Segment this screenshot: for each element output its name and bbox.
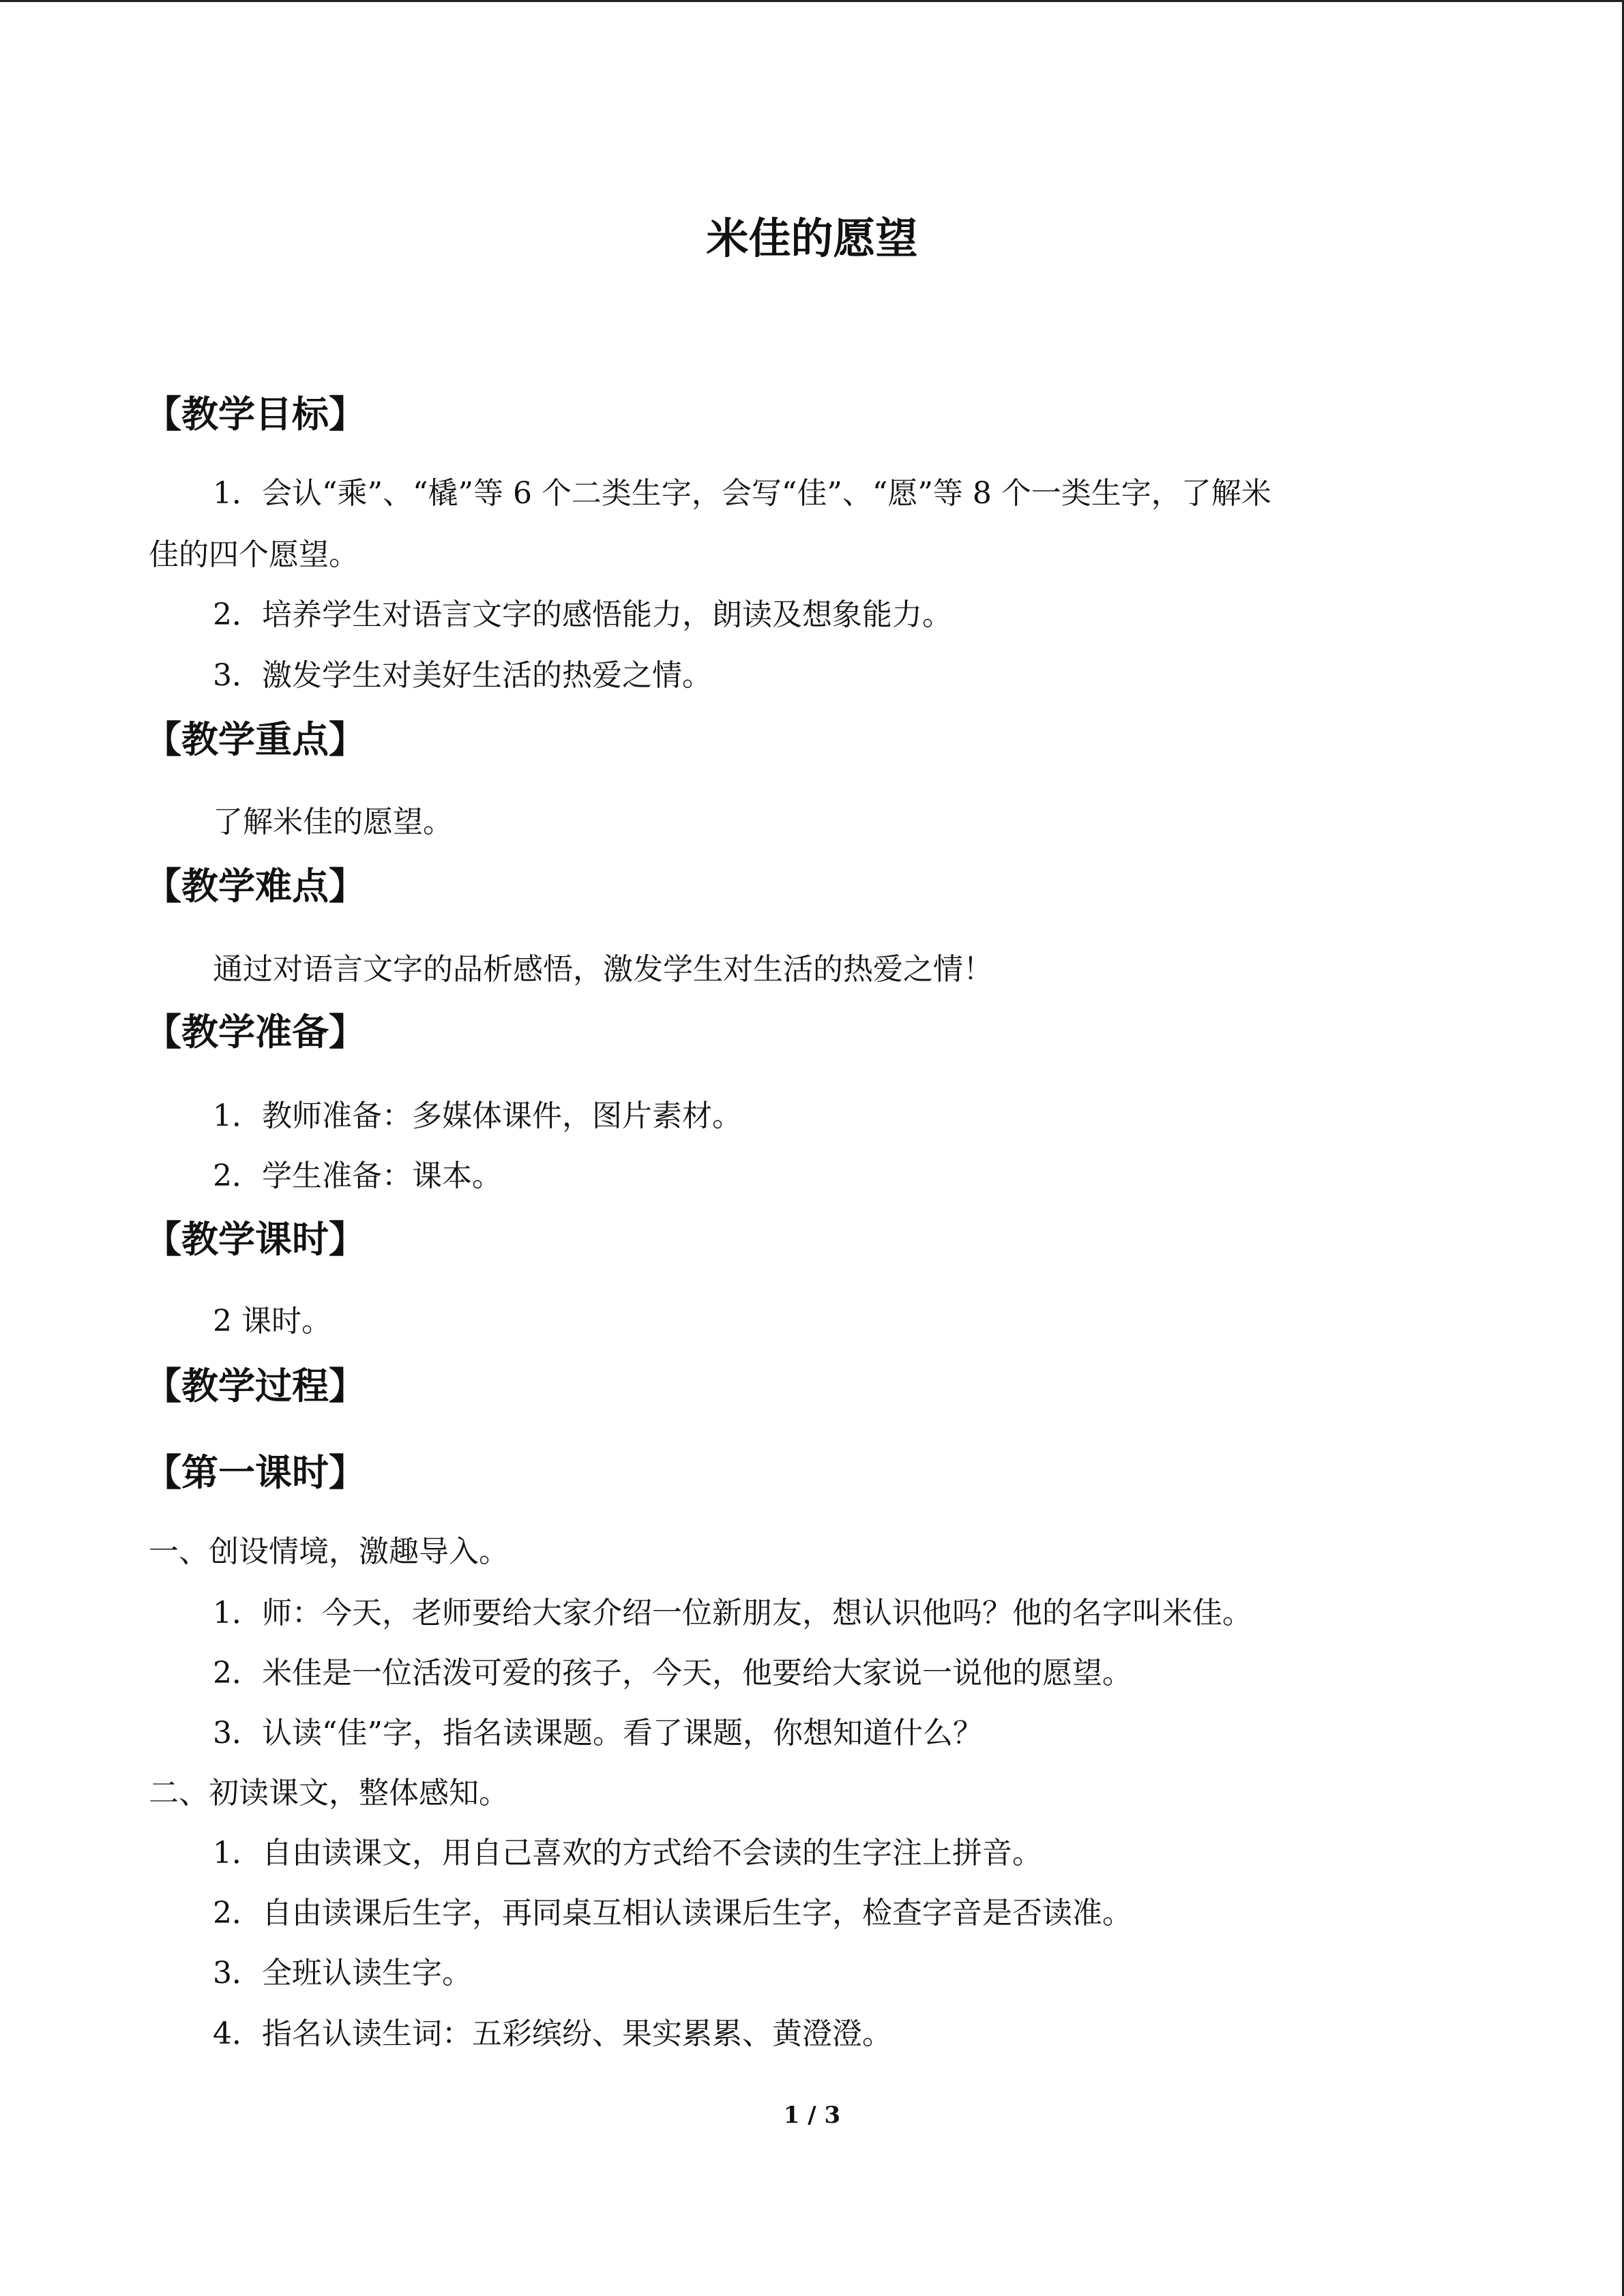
list-item: 4．指名认读生词：五彩缤纷、果实累累、黄澄澄。 xyxy=(213,2016,892,2051)
document-title: 米佳的愿望 xyxy=(706,213,918,263)
goal-item-1-line-2: 佳的四个愿望。 xyxy=(149,537,359,572)
list-item: 1．师：今天，老师要给大家介绍一位新朋友，想认识他吗？他的名字叫米佳。 xyxy=(213,1596,1252,1630)
heading-key-points: 【教学重点】 xyxy=(145,717,366,761)
heading-teaching-goals: 【教学目标】 xyxy=(145,392,366,436)
list-item: 2．米佳是一位活泼可爱的孩子，今天，他要给大家说一说他的愿望。 xyxy=(213,1656,1132,1690)
part-1-title: 一、创设情境，激趣导入。 xyxy=(149,1534,509,1569)
preparation-item-2: 2．学生准备：课本。 xyxy=(213,1159,502,1193)
heading-difficulties: 【教学难点】 xyxy=(145,864,366,908)
list-item: 2．自由读课后生字，再同桌互相认读课后生字，检查字音是否读准。 xyxy=(213,1896,1132,1930)
heading-class-hours: 【教学课时】 xyxy=(145,1217,366,1261)
heading-first-lesson: 【第一课时】 xyxy=(145,1450,366,1494)
top-border-rule xyxy=(0,0,1624,2)
list-item: 3．认读“佳”字，指名读课题。看了课题，你想知道什么？ xyxy=(213,1716,983,1750)
heading-preparation: 【教学准备】 xyxy=(145,1010,366,1054)
goal-item-1-line-1: 1．会认“乘”、“橇”等 6 个二类生字，会写“佳”、“愿”等 8 个一类生字，了解米 xyxy=(213,476,1271,511)
list-item: 1．自由读课文，用自己喜欢的方式给不会读的生字注上拼音。 xyxy=(213,1836,1042,1870)
preparation-item-1: 1．教师准备：多媒体课件，图片素材。 xyxy=(213,1099,742,1133)
list-item: 3．全班认读生字。 xyxy=(213,1956,472,1991)
difficulties-text: 通过对语言文字的品析感悟，激发学生对生活的热爱之情！ xyxy=(213,952,993,987)
part-2-title: 二、初读课文，整体感知。 xyxy=(149,1776,509,1810)
heading-teaching-process: 【教学过程】 xyxy=(145,1364,366,1407)
goal-item-2: 2．培养学生对语言文字的感悟能力，朗读及想象能力。 xyxy=(213,597,952,632)
class-hours-text: 2 课时。 xyxy=(213,1304,331,1339)
key-points-text: 了解米佳的愿望。 xyxy=(213,805,453,839)
page-indicator: 1 / 3 xyxy=(783,2102,841,2129)
goal-item-3: 3．激发学生对美好生活的热爱之情。 xyxy=(213,658,712,693)
